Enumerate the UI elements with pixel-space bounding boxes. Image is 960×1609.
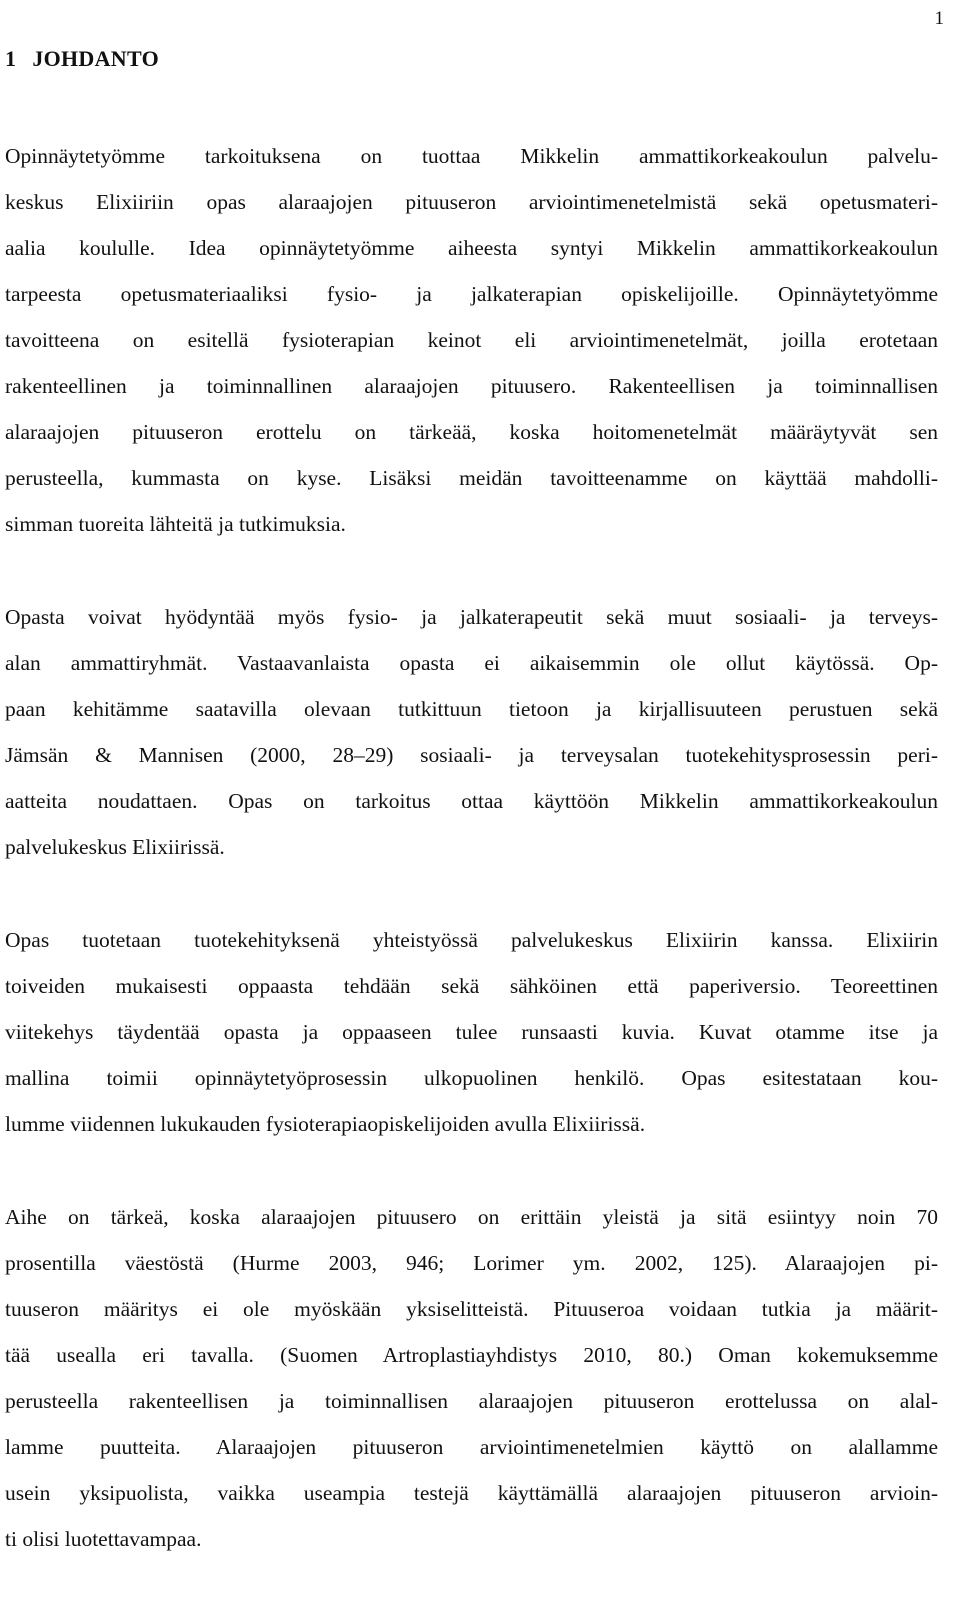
text-line: palvelukeskus Elixiirissä. xyxy=(5,835,225,859)
paragraph-importance xyxy=(5,1194,938,1562)
chapter-number: 1 xyxy=(5,46,17,71)
text-line: aalia koululle. Idea opinnäytetyömme aiheesta syntyi Mikkelin ammattikorkeakoulun xyxy=(5,236,938,260)
body-text xyxy=(5,133,938,1609)
text-line: keskus Elixiiriin opas alaraajojen pituuseron arviointimenetelmistä sekä opetusmateri- xyxy=(5,190,938,214)
text-line: alaraajojen pituuseron erottelu on tärkeää, koska hoitomenetelmät määräytyvät sen xyxy=(5,420,938,444)
text-line: mallina toimii opinnäytetyöprosessin ulkopuolinen henkilö. Opas esitestataan kou- xyxy=(5,1066,938,1090)
text-line: tarpeesta opetusmateriaaliksi fysio- ja jalkaterapian opiskelijoille. Opinnäytetyömme xyxy=(5,282,938,306)
paragraph-production xyxy=(5,917,938,1147)
text-line: alan ammattiryhmät. Vastaavanlaista opasta ei aikaisemmin ole ollut käytössä. Op- xyxy=(5,651,938,675)
text-line: tuuseron määritys ei ole myöskään yksiselitteistä. Pituuseroa voidaan tutkia ja määrit- xyxy=(5,1297,938,1321)
text-line: toiveiden mukaisesti oppaasta tehdään sekä sähköinen että paperiversio. Teoreettinen xyxy=(5,974,938,998)
text-line: perusteella rakenteellisen ja toiminnallisen alaraajojen pituuseron erottelussa on alal- xyxy=(5,1389,938,1413)
text-line: perusteella, kummasta on kyse. Lisäksi meidän tavoitteenamme on käyttää mahdolli- xyxy=(5,466,938,490)
text-line: Opas tuotetaan tuotekehityksenä yhteistyössä palvelukeskus Elixiirin kanssa. Elixiirin xyxy=(5,928,938,952)
text-line: tavoitteena on esitellä fysioterapian keinot eli arviointimenetelmät, joilla erotetaan xyxy=(5,328,938,352)
text-line: usein yksipuolista, vaikka useampia testejä käyttämällä alaraajojen pituuseron arvioin- xyxy=(5,1481,938,1505)
text-line: tää usealla eri tavalla. (Suomen Artroplastiayhdistys 2010, 80.) Oman kokemuksemme xyxy=(5,1343,938,1367)
text-line: prosentilla väestöstä (Hurme 2003, 946; Lorimer ym. 2002, 125). Alaraajojen pi- xyxy=(5,1251,938,1275)
text-line: lamme puutteita. Alaraajojen pituuseron arviointimenetelmien käyttö on alallamme xyxy=(5,1435,938,1459)
text-line: viitekehys täydentää opasta ja oppaaseen tulee runsaasti kuvia. Kuvat otamme itse ja xyxy=(5,1020,938,1044)
text-line: Opasta voivat hyödyntää myös fysio- ja jalkaterapeutit sekä muut sosiaali- ja terveys- xyxy=(5,605,938,629)
chapter-title: JOHDANTO xyxy=(32,46,159,71)
text-line: Opinnäytetyömme tarkoituksena on tuottaa Mikkelin ammattikorkeakoulun palvelu- xyxy=(5,144,938,168)
text-line: rakenteellinen ja toiminnallinen alaraajojen pituusero. Rakenteellisen ja toiminnallisen xyxy=(5,374,938,398)
text-line: Jämsän & Mannisen (2000, 28–29) sosiaali- ja terveysalan tuotekehitysprosessin peri- xyxy=(5,743,938,767)
paragraph-audience xyxy=(5,594,938,870)
chapter-heading xyxy=(5,46,159,72)
paragraph-purpose xyxy=(5,133,938,547)
text-line: Aihe on tärkeä, koska alaraajojen pituusero on erittäin yleistä ja sitä esiintyy noin 70 xyxy=(5,1205,938,1229)
text-line: lumme viidennen lukukauden fysioterapiaopiskelijoiden avulla Elixiirissä. xyxy=(5,1112,646,1136)
text-line: simman tuoreita lähteitä ja tutkimuksia. xyxy=(5,512,346,536)
text-line: aatteita noudattaen. Opas on tarkoitus ottaa käyttöön Mikkelin ammattikorkeakoulun xyxy=(5,789,938,813)
text-line: ti olisi luotettavampaa. xyxy=(5,1527,202,1551)
text-line: paan kehitämme saatavilla olevaan tutkittuun tietoon ja kirjallisuuteen perustuen sekä xyxy=(5,697,938,721)
page-number: 1 xyxy=(934,8,944,29)
